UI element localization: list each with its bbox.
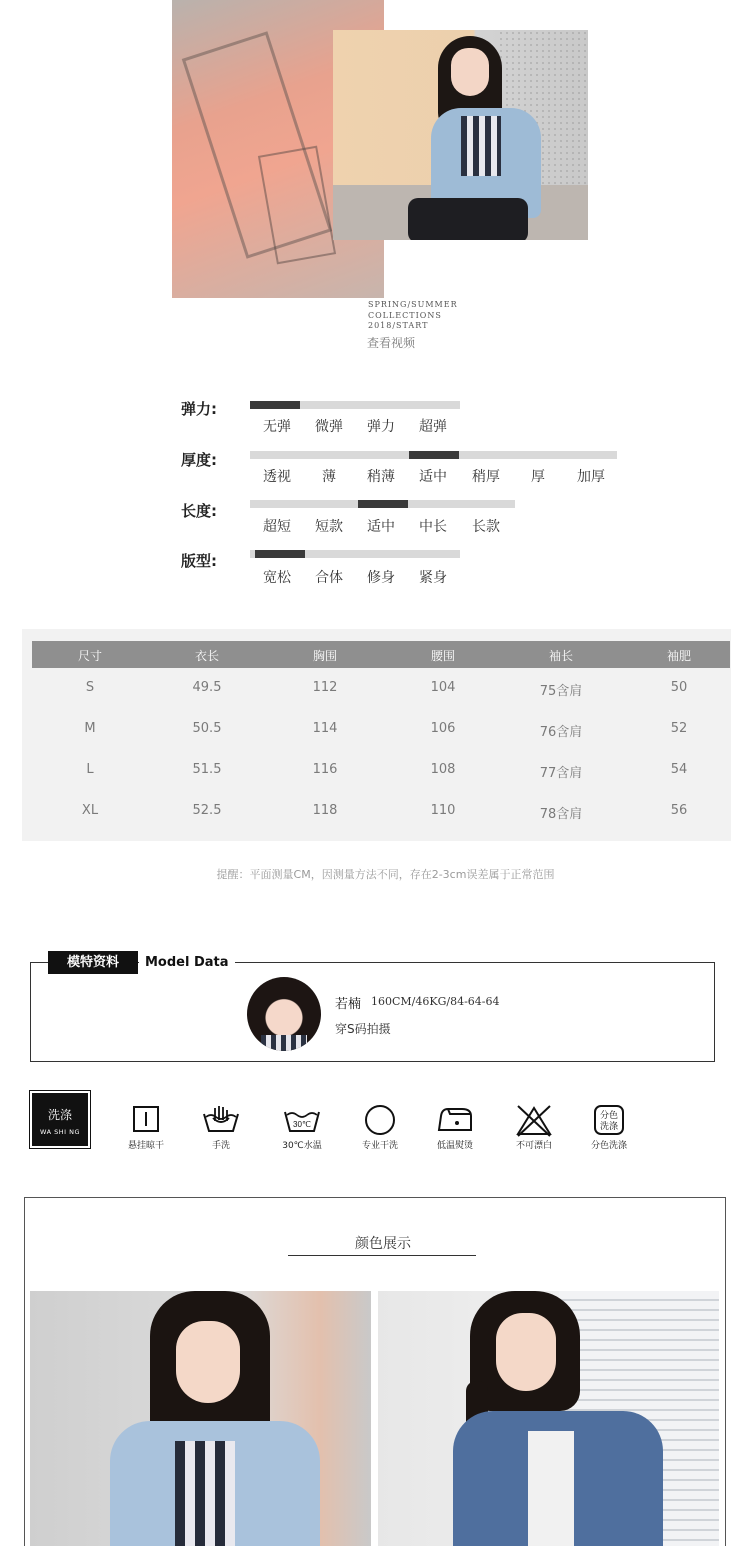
table-cell: 76含肩 (539, 725, 583, 740)
elasticity-label: 弹力: (181, 400, 217, 418)
scale-option: 宽松 (263, 570, 291, 586)
table-cell: 56 (670, 803, 688, 818)
model-data-title: Model Data (139, 951, 235, 974)
no-bleach-icon (514, 1104, 554, 1138)
measurement-note: 提醒：平面测量CM，因测量方法不同，存在2-3cm误差属于正常范围 (216, 868, 555, 881)
svg-text:洗涤: 洗涤 (599, 1122, 619, 1132)
fit-selected-marker (255, 550, 305, 558)
thickness-label: 厚度: (181, 451, 217, 469)
wash-label: 分色洗涤 (590, 1141, 627, 1151)
thickness-scale (250, 451, 617, 459)
elasticity-selected-marker (250, 401, 300, 409)
hero-model-photo (333, 30, 588, 240)
table-header-cell: 衣长 (194, 649, 219, 663)
table-cell: 104 (430, 680, 456, 695)
table-cell: L (86, 762, 94, 777)
wash-label: 悬挂晾干 (127, 1141, 164, 1151)
scale-option: 长款 (472, 519, 500, 535)
scale-option: 超弹 (419, 419, 447, 435)
hang-dry-icon (131, 1104, 161, 1134)
model-avatar (247, 977, 321, 1051)
elasticity-scale (250, 401, 460, 409)
svg-text:分色: 分色 (599, 1111, 619, 1121)
low-iron-icon (436, 1104, 474, 1134)
collection-line: SPRING/SUMMER (368, 300, 458, 309)
separate-wash-icon (593, 1104, 625, 1136)
scale-option: 微弹 (315, 419, 343, 435)
table-cell: M (84, 721, 96, 736)
wash-label: 不可漂白 (515, 1141, 552, 1151)
wash-instruction (569, 1104, 649, 1151)
table-cell: 78含肩 (539, 807, 583, 822)
scale-option: 超短 (263, 519, 291, 535)
table-cell: 77含肩 (539, 766, 583, 781)
length-scale (250, 500, 515, 508)
table-cell: 49.5 (192, 680, 222, 695)
table-cell: 110 (430, 803, 456, 818)
collection-caption (368, 300, 458, 332)
fit-scale (250, 550, 460, 558)
table-cell: S (85, 680, 95, 695)
hand-wash-icon (201, 1104, 241, 1134)
scale-option: 适中 (367, 519, 395, 535)
model-name: 若楠 (335, 997, 362, 1012)
scale-option: 稍厚 (472, 469, 500, 485)
table-cell: 116 (312, 762, 338, 777)
wash-instruction (106, 1104, 186, 1151)
color-photo-light-blue (30, 1291, 371, 1546)
wash-label: 专业干洗 (361, 1141, 398, 1151)
table-header-cell: 袖长 (548, 649, 573, 663)
washing-badge-en: WA SHI NG (40, 1128, 80, 1136)
table-header-cell: 尺寸 (77, 649, 102, 663)
model-stats: 160CM/46KG/84-64-64 (371, 995, 500, 1008)
table-header-cell: 腰围 (430, 649, 455, 663)
title-divider (288, 1255, 476, 1256)
length-selected-marker (358, 500, 408, 508)
scale-option: 适中 (419, 469, 447, 485)
length-label: 长度: (181, 502, 217, 520)
table-cell: 50.5 (192, 721, 222, 736)
table-cell: 50 (670, 680, 688, 695)
scale-option: 稍薄 (367, 469, 395, 485)
table-cell: 75含肩 (539, 684, 583, 699)
scale-option: 薄 (322, 469, 336, 485)
table-cell: 52.5 (192, 803, 222, 818)
collection-line: 2018/START (368, 321, 429, 330)
table-header-cell: 胸围 (312, 649, 337, 663)
table-cell: 54 (670, 762, 688, 777)
model-data-tag: 模特资料 (48, 951, 138, 974)
dry-clean-icon (364, 1104, 396, 1136)
view-video-link[interactable]: 查看视频 (367, 336, 416, 350)
scale-option: 弹力 (367, 419, 395, 435)
scale-option: 紧身 (419, 570, 447, 586)
table-cell: 51.5 (192, 762, 222, 777)
wash-instruction (262, 1104, 342, 1151)
model-size-worn: 穿S码拍摄 (335, 1022, 391, 1036)
wash-label: 30℃水温 (282, 1141, 322, 1151)
wash-instruction (340, 1104, 420, 1151)
scale-option: 修身 (367, 570, 395, 586)
wash-label: 手洗 (211, 1141, 230, 1151)
wash-instruction (494, 1104, 574, 1151)
collection-line: COLLECTIONS (368, 310, 442, 320)
washing-badge (30, 1091, 90, 1148)
color-display-title: 颜色展示 (355, 1236, 411, 1252)
scale-option: 透视 (263, 469, 291, 485)
table-cell: 52 (670, 721, 688, 736)
table-header-cell: 袖肥 (666, 649, 691, 663)
table-cell: 118 (312, 803, 338, 818)
scale-option: 加厚 (577, 469, 605, 485)
wash-instruction (415, 1104, 495, 1151)
table-cell: XL (81, 803, 99, 818)
wash-instruction (181, 1104, 261, 1151)
model-data-panel (30, 962, 715, 1062)
wash-label: 低温熨烫 (436, 1141, 473, 1151)
table-cell: 106 (430, 721, 456, 736)
svg-text:30℃: 30℃ (293, 1120, 311, 1129)
washing-badge-cn: 洗涤 (47, 1108, 72, 1122)
table-cell: 112 (312, 680, 338, 695)
scale-option: 无弹 (263, 419, 291, 435)
wash-30-icon (282, 1104, 322, 1134)
color-photo-dark-blue (378, 1291, 719, 1546)
table-cell: 108 (430, 762, 456, 777)
scale-option: 合体 (315, 570, 343, 586)
table-cell: 114 (312, 721, 338, 736)
scale-option: 短款 (315, 519, 343, 535)
scale-option: 中长 (419, 519, 447, 535)
thickness-selected-marker (409, 451, 459, 459)
fit-label: 版型: (181, 552, 217, 570)
scale-option: 厚 (531, 469, 545, 485)
